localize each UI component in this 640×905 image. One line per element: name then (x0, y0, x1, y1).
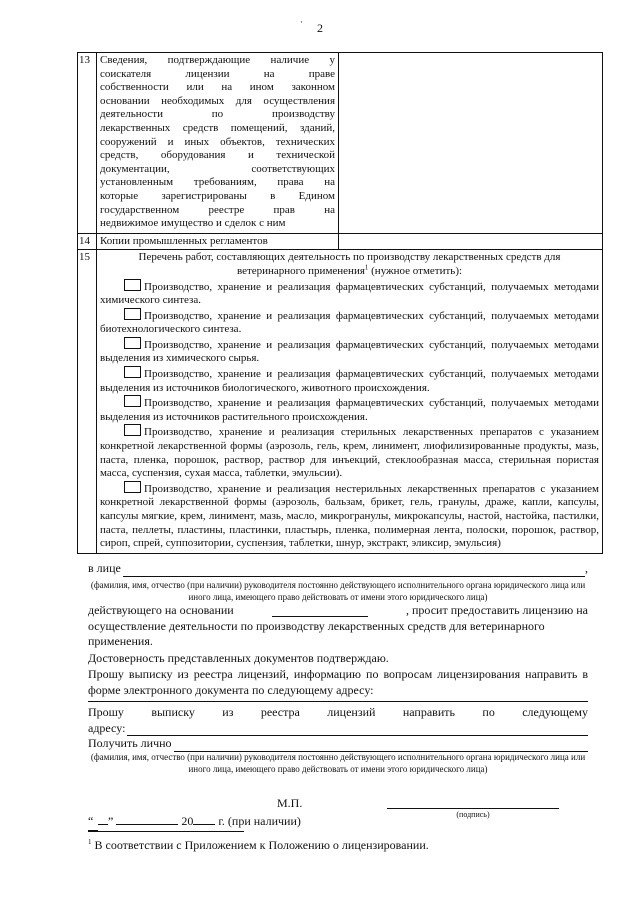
option-checkbox-6[interactable] (124, 424, 141, 436)
seal-note: (при наличии) (227, 814, 301, 828)
option-item-3 (100, 337, 599, 366)
row-13-line: лекарственных средств помещений, зданий, (100, 121, 335, 134)
date-year-suffix: г. (218, 814, 225, 828)
extract-request: Прошу выписку из реестра лицензий, информацию по вопросам лицензирования направить в форме электронного документа по следующему адресу: (88, 667, 588, 697)
row-13-line: сооружений и иных объектов, технических (100, 135, 335, 148)
row-13-line: собственности или на ином законном (100, 81, 335, 94)
footnote-ref: 1 (364, 263, 369, 272)
page-number: 2 (317, 21, 323, 35)
date-day-field[interactable] (98, 811, 108, 825)
address-word: из (222, 705, 234, 719)
in-person-label: в лице (88, 561, 121, 575)
date-line (88, 811, 301, 831)
option-item-2 (100, 308, 599, 337)
confirm-statement: Достоверность представленных документов подтверждаю. (88, 651, 389, 665)
address-word: выписку (151, 705, 195, 719)
row-13-number: 13 (78, 53, 97, 234)
option-text-5: Производство, хранение и реализация фармацевтических субстанций, получаемых методами выделения из источников растительного происхождения. (100, 397, 599, 423)
option-checkbox-4[interactable] (124, 366, 141, 378)
receive-label: Получить лично (88, 736, 172, 750)
address-label: адресу: (88, 720, 126, 735)
option-checkbox-7[interactable] (124, 481, 141, 493)
footnote-mark: 1 (88, 838, 92, 846)
seal-label: М.П. (277, 796, 303, 810)
option-text-2: Производство, хранение и реализация фармацевтических субстанций, получаемых методами биотехнологического синтеза. (100, 309, 599, 336)
footnote-separator (88, 831, 244, 832)
row-13-line: основании необходимых для осуществления (100, 94, 335, 107)
application-table (77, 52, 603, 554)
date-year-field[interactable] (193, 811, 215, 825)
in-person-comma: , (585, 561, 588, 575)
address-field[interactable] (127, 724, 588, 736)
address-word: следующему (522, 705, 588, 719)
option-item-4 (100, 366, 599, 395)
table-row-13 (78, 53, 603, 234)
works-list-intro (100, 251, 599, 278)
email-address-line[interactable] (88, 700, 588, 702)
row-13-text (97, 53, 339, 234)
table-row-15 (78, 250, 603, 553)
row-14-answer (339, 233, 603, 250)
row-14-text: Копии промышленных регламентов (97, 233, 339, 250)
option-text-4: Производство, хранение и реализация фармацевтических субстанций, получаемых методами выделения из источников биологического, животного происхождения. (100, 368, 599, 394)
row-13-line: Сведения, подтверждающие наличие у (100, 54, 335, 66)
row-13-line: которые зарегистрированы в Едином (100, 189, 335, 202)
option-item-1 (100, 279, 599, 308)
option-item-5 (100, 395, 599, 424)
receive-person-field[interactable] (174, 740, 588, 752)
in-person-line (88, 561, 588, 577)
basis-field[interactable] (272, 603, 368, 617)
address-word: лицензий (327, 705, 376, 719)
footnote-text: В соответствии с Приложением к Положению о лицензировании. (91, 838, 429, 852)
date-quote-close: ” (108, 814, 114, 828)
row-13-line: соискателя лицензии на праве (100, 67, 335, 80)
option-item-7 (100, 481, 599, 551)
intro-line-2: ветеринарного применения (236, 264, 365, 277)
option-text-6: Производство, хранение и реализация стерильных лекарственных препаратов с указанием конкретной лекарственной формы (аэрозоль, гель, крем, линимент, лиофилизированные продукты, мазь, паста, пленка, порошок, раствор, раствор для инъекций, стеклообразная масса, стерильная пористая масса, суспензия, сухая масса, таблетки, эмульсии). (100, 426, 599, 480)
row-13-line: средств, оборудования и технической (100, 149, 335, 162)
row-13-line: установленным требованиям, права на (100, 176, 335, 189)
row-13-answer (339, 53, 603, 234)
intro-tail: (нужное отметить): (368, 264, 463, 277)
table-row-14 (78, 233, 603, 250)
option-text-7: Производство, хранение и реализация нестерильных лекарственных препаратов с указанием конкретной лекарственной формы (аэрозоль, бальзам, брикет, гель, гранулы, драже, капли, капсулы, капсулы мягкие, крем, линимент, мазь, масло, микрогранулы, микрокапсулы, настой, настойка, пастилки, паста, пеллеты, пластины, пластинки, пластырь, пленка, полимерная лента, полоски, порошок, раствор, сироп, спрей, суппозитории, суспензия, таблетки, шнур, экстракт, эликсир, эмульсия) (100, 482, 599, 550)
scan-speck: · (300, 17, 303, 27)
date-year-prefix: 20 (181, 814, 194, 828)
signature-field[interactable] (387, 808, 559, 809)
address-word: реестра (260, 705, 300, 719)
option-checkbox-5[interactable] (124, 395, 141, 407)
row-15-number: 15 (78, 250, 97, 553)
basis-part-1: действующего на основании (88, 603, 234, 617)
date-month-field[interactable] (116, 811, 178, 825)
basis-line-3: применения. (88, 634, 153, 648)
date-quote-open: “ (88, 814, 98, 831)
option-text-1: Производство, хранение и реализация фармацевтических субстанций, получаемых методами химического синтеза. (100, 280, 599, 307)
row-13-line: государственном реестре прав на (100, 203, 335, 216)
head-name-field[interactable] (123, 565, 585, 577)
intro-line-1: Перечень работ, составляющих деятельность по производству лекарственных средств для (138, 251, 561, 264)
head-name-caption: (фамилия, имя, отчество (при наличии) руководителя постоянно действующего исполнительного органа юридического лица или иного лица, имеющего право действовать от имени этого юридического лица) (90, 580, 586, 602)
address-word: Прошу (88, 705, 124, 719)
basis-paragraph (88, 603, 588, 650)
row-15-content (97, 250, 603, 553)
option-checkbox-3[interactable] (124, 337, 141, 349)
receive-caption: (фамилия, имя, отчество (при наличии) руководителя постоянно действующего исполнительного органа юридического лица или иного лица, имеющего право действовать от имени этого юридического лица) (90, 752, 586, 774)
row-14-number: 14 (78, 233, 97, 250)
row-13-line: недвижимое имущество и сделок с ним (100, 217, 286, 230)
row-13-line: документации, соответствующих (100, 162, 335, 175)
option-text-3: Производство, хранение и реализация фармацевтических субстанций, получаемых методами выделения из химического сырья. (100, 338, 599, 365)
row-13-line: деятельности по производству (100, 108, 335, 121)
address-request (88, 705, 588, 752)
signature-caption: (подпись) (456, 810, 490, 819)
basis-line-2: осуществление деятельности по производству лекарственных средств для ветеринарного (88, 618, 545, 633)
address-word: по (482, 705, 495, 719)
option-checkbox-1[interactable] (124, 279, 141, 291)
option-item-6 (100, 424, 599, 480)
option-checkbox-2[interactable] (124, 308, 141, 320)
basis-part-2: , просит предоставить лицензию на (405, 603, 588, 617)
address-word: направить (402, 705, 455, 719)
footnote (88, 838, 429, 854)
